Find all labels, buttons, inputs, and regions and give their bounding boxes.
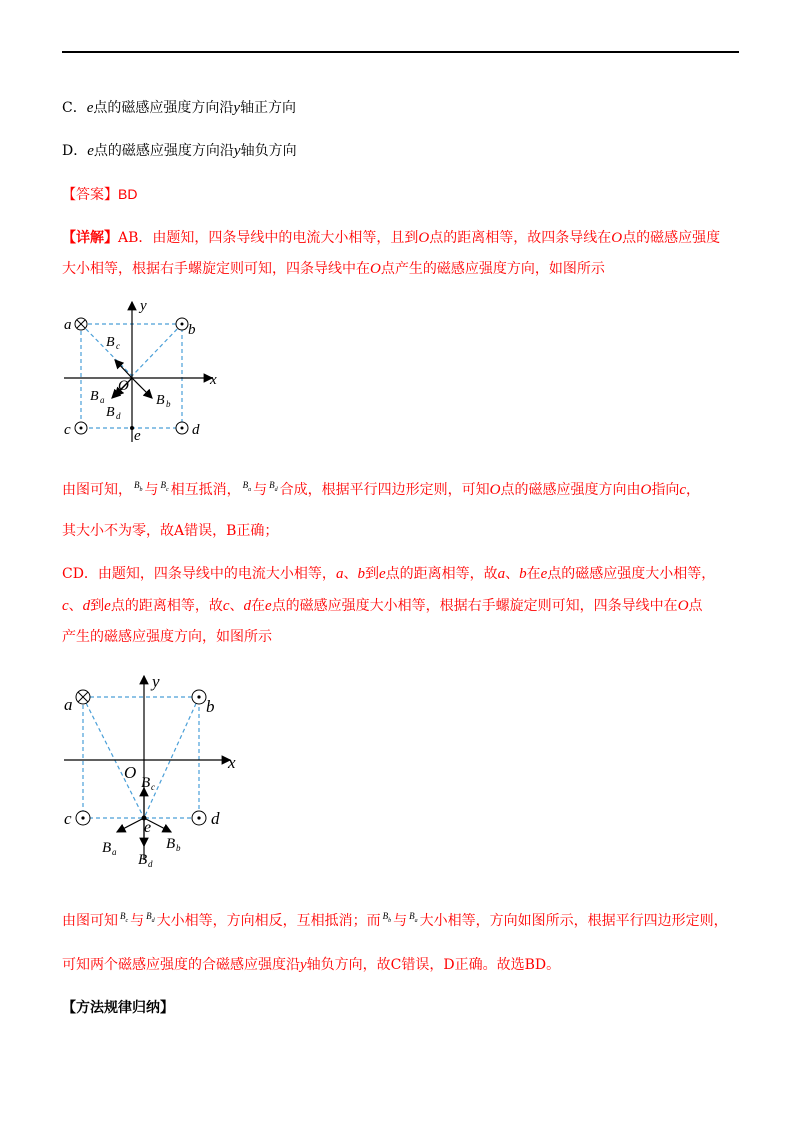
detail-label: 【详解】 [62,230,118,246]
text: 相互抵消， [170,482,241,498]
inline-bb [134,480,143,495]
vector-ba [117,818,144,832]
dashed-line [81,324,132,376]
text: 大小相等，根据右手螺旋定则可知，四条导线中在 [62,261,370,277]
label-c: c [64,422,71,438]
option-c-y: y [233,100,241,116]
text: 、 [229,598,244,614]
text: 与 [144,482,159,498]
label-a: a [64,317,72,333]
option-d-mid: 点的磁感应强度方向沿 [93,143,234,159]
wire-a-into-page-icon [75,318,87,330]
inline-bc [161,480,169,495]
text: b [357,566,365,582]
label-x: x [228,753,236,772]
label-bb-sub: b [166,399,171,409]
figure-2 [60,670,250,870]
text: O [677,598,689,614]
text: 与 [130,913,145,929]
text: d [151,917,155,924]
label-o: O [124,763,137,782]
text: b [519,566,527,582]
text: d [274,486,278,493]
label-bc: B [141,775,151,791]
text: 产生的磁感应强度方向，如图所示 [62,629,272,645]
label-bb: B [156,393,165,408]
text: 大小相等，方向如图所示，根据平行四边形定则， [419,913,728,929]
label-y: y [152,672,160,691]
wire-d-out-of-page-icon [176,422,188,434]
text: B [409,911,415,921]
text: e [378,566,386,582]
label-bd: B [138,852,148,868]
text: b [139,486,143,493]
inline-ba [409,911,418,926]
text: 由图可知 [62,913,118,929]
text: 、 [505,566,520,582]
text: AB．由题知，四条导线中的电流大小相等，且到 [118,230,419,246]
text: e [265,598,272,614]
label-bd-sub: d [116,411,121,421]
label-b: b [188,322,196,338]
option-d-prefix: D． [62,143,88,159]
text: B [269,480,275,490]
text: B [382,911,389,921]
text: a [248,486,252,493]
text: 可知两个磁感应强度的合磁感应强度沿 [62,957,300,973]
label-c: c [64,809,72,828]
option-c-suffix: 轴正方向 [240,100,297,116]
label-e: e [134,428,141,444]
option-c-prefix: C． [62,100,87,116]
dashed-line [132,324,182,376]
text: c [679,482,687,498]
label-a: a [64,695,73,714]
text: 、 [343,566,358,582]
detail-p3-line2 [62,596,703,616]
wire-a-into-page-icon [76,690,90,704]
label-bd: B [106,405,115,420]
text: 【方法规律归纳】 [62,1000,174,1016]
detail-p1-line2 [62,259,605,279]
label-x: x [210,372,217,388]
text: CD．由题知，四条导线中的电流大小相等， [62,566,336,582]
text: d [82,598,91,614]
figure-1 [60,296,230,446]
label-ba: B [102,840,112,856]
answer-value: BD [118,186,138,202]
text: a [414,917,418,924]
detail-p4-line2 [62,955,560,975]
option-c [62,98,296,118]
detail-p3-line3 [62,627,272,647]
detail-p3-line1 [62,564,715,584]
text: y [300,957,307,973]
answer-line [62,184,137,205]
text: c [222,598,230,614]
detail-p2-line2 [62,521,278,541]
label-bc-sub: c [151,782,155,792]
text: 与 [393,913,408,929]
text: O [489,482,501,498]
inline-bb [383,911,392,926]
option-d-e: e [87,143,94,159]
text: 点的磁感应强度方向由 [500,482,641,498]
text: 点的距离相等，故 [110,598,223,614]
text: O [370,261,381,277]
text: 其大小不为零，故A错误，B正确； [62,523,279,539]
text: 轴负方向，故C错误，D正确。故选BD。 [306,957,561,973]
label-ba-sub: a [112,847,117,857]
dashed-line [83,697,144,818]
dashed-line [144,697,199,818]
inline-bd [269,480,278,495]
text: 点的磁感应强度大小相等， [547,566,716,582]
wire-b-out-of-page-icon [176,318,188,330]
wire-c-out-of-page-icon [75,422,87,434]
option-c-mid: 点的磁感应强度方向沿 [93,100,234,116]
method-heading [62,998,174,1018]
text: B [160,480,166,490]
label-bc: B [106,335,115,350]
text: 点的距离相等，故 [385,566,498,582]
text: e [540,566,548,582]
option-c-e: e [86,100,94,116]
text: B [146,911,152,921]
label-bc-sub: c [116,341,120,351]
option-d [62,141,297,161]
text: 与 [253,482,268,498]
label-d: d [192,422,200,438]
text: O [640,482,652,498]
text: c [62,598,69,614]
text: B [120,911,126,921]
label-y: y [140,298,147,314]
inline-bc [120,911,128,926]
detail-p4-line1 [62,911,728,931]
text: 点产生的磁感应强度方向，如图所示 [380,261,605,277]
text: e [104,598,111,614]
text: 点 [688,598,703,614]
text: 由图可知， [62,482,132,498]
text: 到 [90,598,105,614]
text: 点的磁感应强度大小相等，根据右手螺旋定则可知，四条导线中在 [271,598,678,614]
text: a [497,566,506,582]
header-rule [62,51,739,53]
text: 、 [68,598,83,614]
text: a [335,566,344,582]
option-d-y: y [233,143,241,159]
label-ba-sub: a [100,395,105,405]
inline-bd [146,911,155,926]
text: B [242,480,249,490]
detail-p1-line1 [62,228,720,248]
option-d-suffix: 轴负方向 [240,143,297,159]
wire-b-out-of-page-icon [192,690,206,704]
vector-bb [132,378,152,398]
inline-ba [243,480,252,495]
answer-label: 【答案】 [62,187,118,203]
dashed-square [83,697,199,818]
text: 大小相等，方向相反，互相抵消；而 [156,913,381,929]
text: 合成，根据平行四边形定则，可知 [279,482,490,498]
text: O [418,230,430,246]
label-ba: B [90,389,99,404]
text: O [611,230,623,246]
text: d [243,598,252,614]
label-d: d [211,809,220,828]
label-o: O [118,378,129,394]
label-e: e [144,819,152,836]
text: 指向 [651,482,680,498]
label-bd-sub: d [148,859,153,869]
wire-c-out-of-page-icon [76,811,90,825]
text: ， [686,482,701,498]
vector-bc [115,360,132,378]
wire-d-out-of-page-icon [192,811,206,825]
label-b: b [206,697,215,716]
detail-p2-line1 [62,480,700,500]
text: 在 [251,598,266,614]
text: 在 [526,566,541,582]
text: b [388,917,392,924]
text: 到 [364,566,379,582]
text: c [166,486,169,493]
text: 点的距离相等，故四条导线在 [429,230,612,246]
text: c [125,917,129,924]
label-bb: B [166,836,176,852]
text: 点的磁感应强度 [622,230,721,246]
label-bb-sub: b [176,843,181,853]
text: B [134,480,140,490]
